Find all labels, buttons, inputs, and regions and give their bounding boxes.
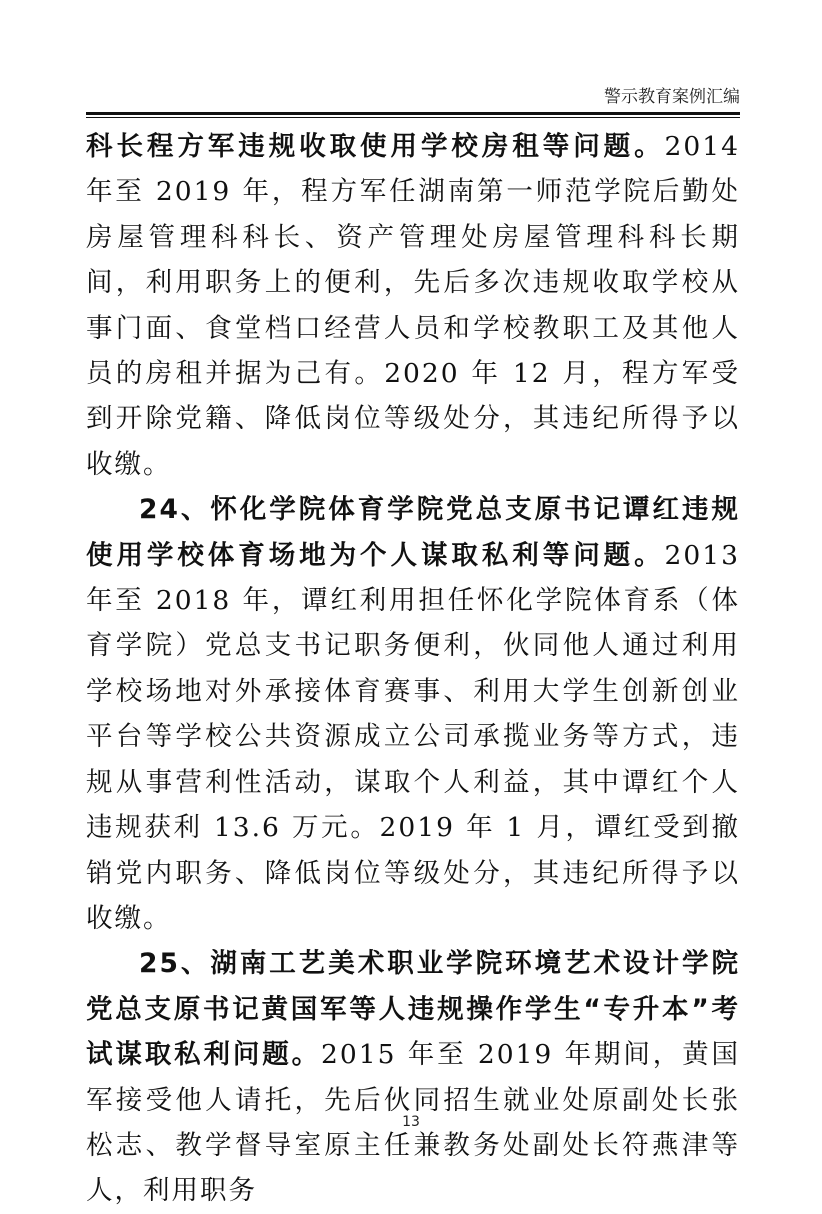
- case-heading: 24、怀化学院体育学院党总支原书记谭红违规使用学校体育场地为个人谋取私利等问题。: [86, 494, 740, 571]
- header-rule-thick: [86, 112, 740, 115]
- paragraph-case-24: [86, 487, 740, 941]
- paragraph-case-23: [86, 124, 740, 487]
- header-rule-thin: [86, 117, 740, 118]
- paragraph-case-25: [86, 941, 740, 1213]
- case-heading: 25、湖南工艺美术职业学院环境艺术设计学院党总支原书记黄国军等人违规操作学生“专升本”考试谋取私利问题。: [86, 948, 740, 1071]
- case-body: 2015 年至 2019 年期间，黄国军接受他人请托，先后伙同招生就业处原副处长张松志、教学督导室原主任兼教务处副处长符燕津等人，利用职务: [86, 1039, 741, 1207]
- case-heading: 科长程方军违规收取使用学校房租等问题。: [86, 131, 665, 162]
- page-number: 13: [402, 1114, 420, 1130]
- case-body: 2013 年至 2018 年，谭红利用担任怀化学院体育系（体育学院）党总支书记职务便利，伙同他人通过利用学校场地对外承接体育赛事、利用大学生创新创业平台等学校公共资源成立公司承揽业务等方式，违规从事营利性活动，谋取个人利益，其中谭红个人违规获利 13.6 万元。2019 年 1 月，谭红受到撤销党内职务、降低岗位等级处分，其违纪所得予以收缴。: [86, 539, 740, 934]
- document-body: [86, 124, 740, 1214]
- case-body: 2014 年至 2019 年，程方军任湖南第一师范学院后勤处房屋管理科科长、资产管理处房屋管理科科长期间，利用职务上的便利，先后多次违规收取学校从事门面、食堂档口经营人员和学校教职工及其他人员的房租并据为己有。2020 年 12 月，程方军受到开除党籍、降低岗位等级处分，其违纪所得予以收缴。: [86, 131, 740, 480]
- running-header: 警示教育案例汇编: [604, 87, 740, 107]
